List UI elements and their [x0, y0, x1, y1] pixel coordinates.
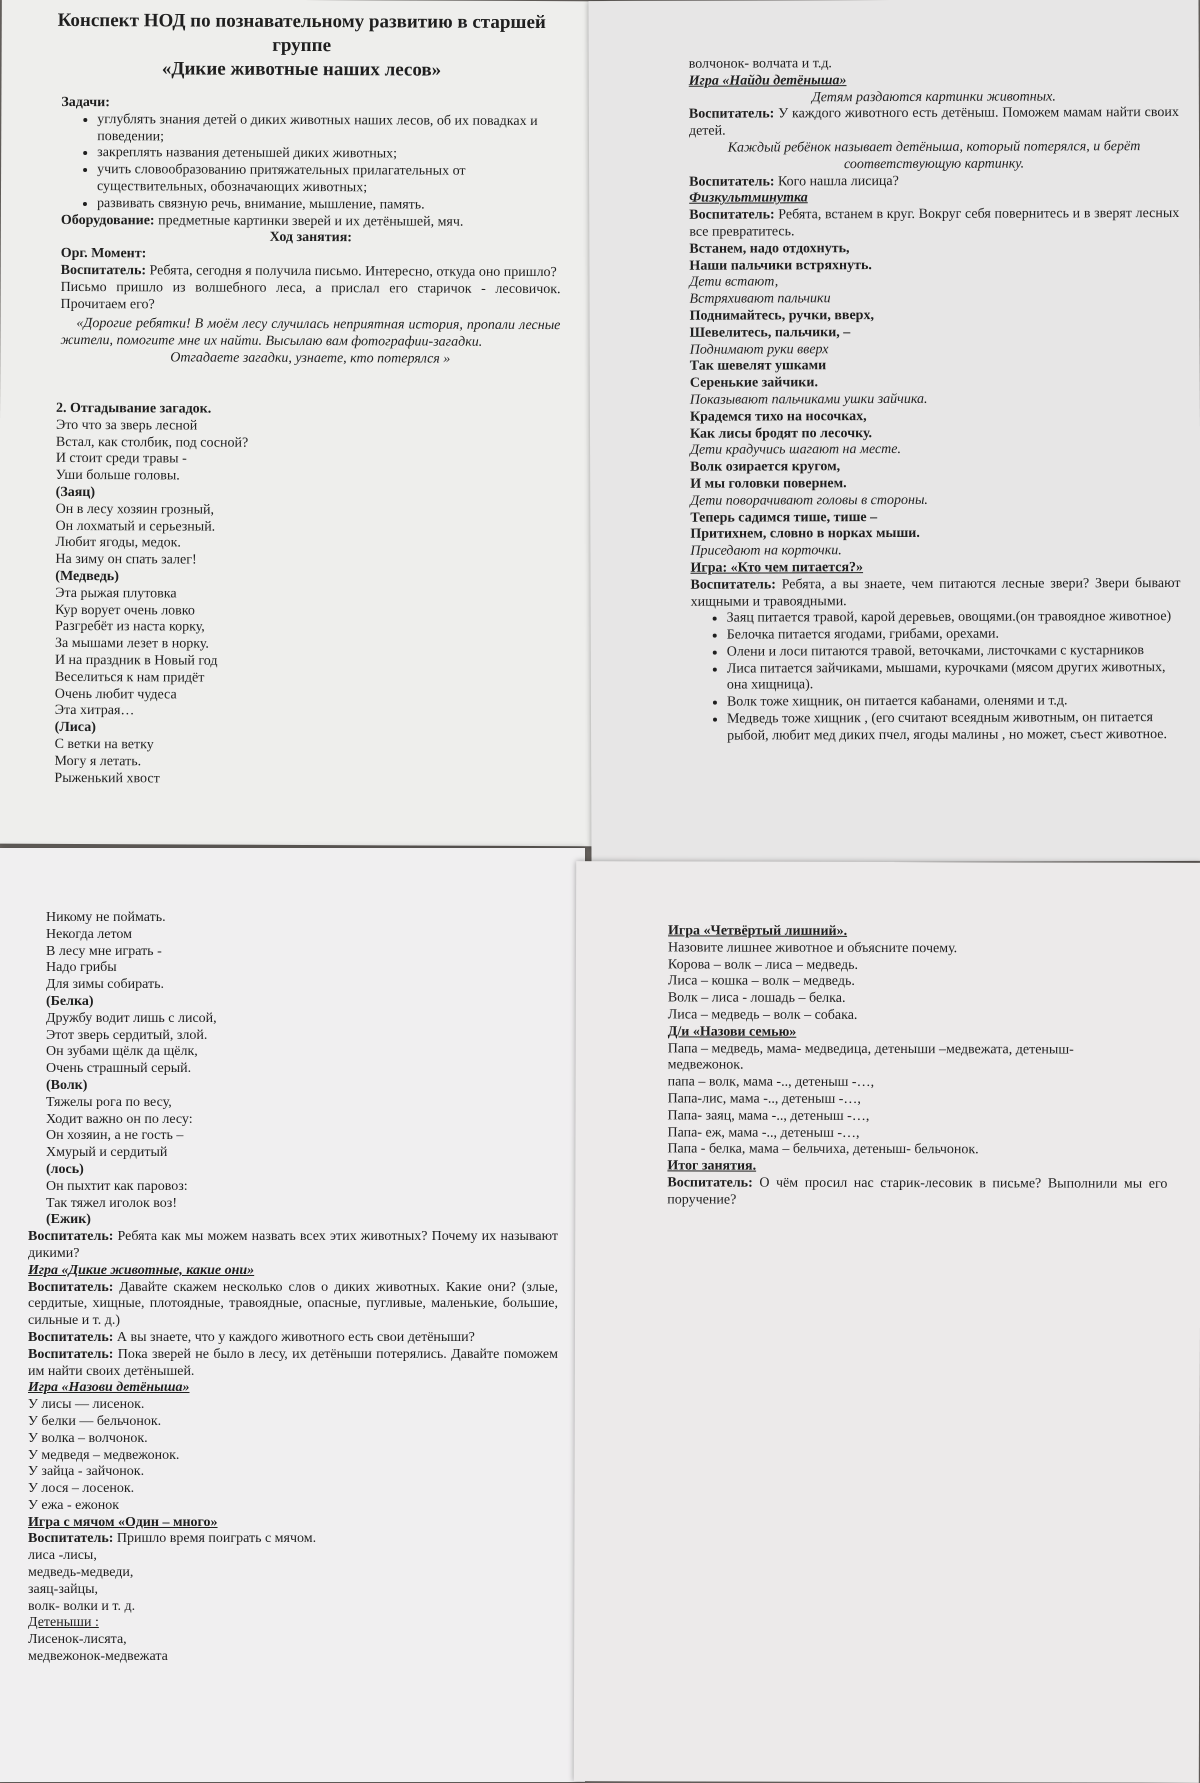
teacher-label: Воспитатель: — [688, 106, 775, 123]
summary-text-body: О чём просил нас старик-лесовик в письме? Выполнили мы его поручение? — [667, 1175, 1168, 1208]
riddle-answer: (Волк) — [46, 1077, 88, 1093]
tasks-list — [61, 112, 561, 215]
riddle-line: Так тяжел иголок воз! — [46, 1195, 177, 1211]
game-one-many-title: Игра с мячом «Один – много» — [28, 1514, 218, 1530]
game-who-eats-intro-text: Ребята, а вы знаете, чем питаются лесные звери? Звери бывают хищными и травоядными. — [690, 575, 1181, 610]
task-item: • углублять знания детей о диких животных наших лесов, об их повадках и поведении; — [97, 112, 561, 148]
riddles-continued — [28, 910, 558, 1229]
riddle-line: Хмурый и сердитый — [46, 1145, 168, 1161]
riddles-heading: 2. Отгадывание загадок. — [56, 400, 212, 417]
game-fourth-extra-title: Игра «Четвёртый лишний». — [668, 923, 848, 939]
food-item: • Заяц питается травой, карой деревьев, овощями.(он травоядное животное) — [727, 609, 1181, 627]
food-item: • Медведь тоже хищник , (его считают всеядным животным, он питается рыбой, любит мед диких пчел, ягоды малины , но может, съест животное. — [727, 710, 1181, 745]
game-wild-animals-text-body: Давайте скажем несколько слов о диких животных. Какие они? (злые, сердитые, хищные, плотоядные, травоядные, опасные, пугливые, маленькие, большие, сильные и т. д.) — [28, 1279, 558, 1329]
riddle-answer: (Медведь) — [55, 568, 119, 585]
riddle-line: В лесу мне играть - — [46, 943, 162, 959]
fizkult-line: Приседают на корточки. — [690, 543, 842, 559]
fizkult-line: Показывают пальчиками ушки зайчика. — [689, 391, 928, 408]
page-1-header — [41, 9, 561, 83]
young-heading: Детеныши : — [28, 1615, 99, 1631]
riddle-line: Очень страшный серый. — [46, 1061, 192, 1077]
family-line: Папа – медведь, мама- медведица, детеныши –медвежата, детеныш- — [667, 1041, 1074, 1058]
teacher-label: Воспитатель: — [60, 262, 147, 279]
teacher-question-2-text: А вы знаете, что у каждого животного есть свои детёныши? — [113, 1329, 475, 1345]
riddle-line: Веселиться к нам придёт — [54, 669, 205, 686]
teacher-label: Воспитатель: — [690, 577, 776, 593]
fizkult-line: Волк озирается кругом, — [690, 459, 841, 475]
young-line: У волка – волчонок. — [28, 1430, 148, 1446]
riddle-line: С ветки на ветку — [54, 736, 154, 753]
family-line: Папа- заяц, мама -.., детеныш -…, — [667, 1108, 870, 1124]
riddle-line: Он лохматый и серьезный. — [55, 518, 216, 535]
teacher-label: Воспитатель: — [28, 1229, 114, 1245]
summary-text — [667, 1175, 1167, 1210]
fizkult-line: И мы головки повернем. — [690, 476, 847, 492]
equipment-text: предметные картинки зверей и их детёнышей, мяч. — [154, 212, 464, 230]
young-plural-line: Лисенок-лисята, — [28, 1632, 127, 1648]
game-find-young-note-2: Каждый ребёнок называет детёныша, который потерялся, и берёт соответствующую картинку. — [727, 139, 1141, 172]
food-list — [691, 609, 1181, 745]
riddle-line: Очень любит чудеса — [54, 686, 177, 703]
young-line: У лося – лосенок. — [28, 1481, 135, 1497]
food-item: • Белочка питается ягодами, грибами, орехами. — [727, 626, 1181, 644]
teacher-intro-text: Ребята, сегодня я получила письмо. Интересно, откуда оно пришло? — [146, 263, 557, 281]
document-title-line-2: группе — [272, 34, 332, 57]
game-wild-animals-title: Игра «Дикие животные, какие они» — [28, 1262, 255, 1278]
riddle-line: Встал, как столбик, под сосной? — [55, 434, 249, 451]
fizkult-line: Дети поворачивают головы в стороны. — [690, 492, 928, 509]
game-find-young-text-body: У каждого животного есть детёныш. Поможем мамам найти своих детей. — [688, 105, 1179, 139]
game-find-young-question — [689, 173, 1179, 192]
young-line: У лисы — лисенок. — [28, 1397, 145, 1413]
plural-line: лиса -лисы, — [28, 1548, 97, 1564]
fizkult-title: Физкультминутка — [689, 190, 808, 207]
riddle-line: Он зубами щёлк да щёлк, — [46, 1044, 198, 1060]
game-wild-animals-text — [28, 1280, 558, 1330]
riddle-line: Любит ягоды, медок. — [55, 535, 181, 551]
fizkult-line: Крадемся тихо на носочках, — [689, 408, 867, 425]
teacher-question-2 — [28, 1330, 558, 1347]
riddle-answer: (лось) — [46, 1161, 84, 1177]
fizkult-line: Встанем, надо отдохнуть, — [689, 240, 850, 257]
riddle-line: Рыженький хвост — [54, 770, 160, 786]
riddle-answer: (Белка) — [46, 993, 94, 1009]
fizkult-intro-text: Ребята, встанем в круг. Вокруг себя повернитесь и в зверят лесных все превратитесь. — [689, 206, 1180, 240]
extra-line: Лиса – кошка – волк – медведь. — [667, 973, 855, 990]
document-page-4 — [574, 861, 1200, 1783]
riddle-line: Это что за зверь лесной — [55, 417, 198, 434]
riddle-line: На зиму он спать залег! — [55, 552, 197, 568]
game-find-young-note: Детям раздаются картинки животных. — [811, 89, 1056, 105]
game-who-eats-intro — [691, 576, 1181, 611]
riddle-line: Он пыхтит как паровоз: — [46, 1178, 188, 1194]
page-2-content — [689, 55, 1181, 745]
teacher-label: Воспитатель: — [28, 1329, 114, 1345]
equipment-label: Оборудование: — [60, 212, 155, 228]
letter-text: Письмо пришло из волшебного леса, а прислал его старичок - лесовичок. Прочитаем его? — [60, 279, 561, 312]
riddle-line: Он в лесу хозяин грозный, — [55, 501, 215, 518]
riddle-line: Разгребёт из наста корку, — [55, 619, 205, 635]
food-item: • Олени и лоси питаются травой, веточками, листочками с кустарников — [727, 643, 1181, 661]
fizkult-line: Шевелитесь, пальчики, – — [689, 324, 851, 341]
young-line: У зайца - зайчонок. — [28, 1464, 145, 1480]
task-item: • учить словообразованию притяжательных прилагательных от существительных, обозначающих животных; — [97, 162, 561, 198]
course-heading: Ход занятия: — [269, 230, 352, 246]
tasks-heading: Задачи: — [61, 94, 110, 111]
game-find-young-text — [689, 105, 1179, 140]
teacher-intro — [61, 263, 561, 282]
teacher-label: Воспитатель: — [28, 1346, 114, 1362]
task-item: • закреплять названия детенышей диких животных; — [97, 145, 561, 164]
riddle-answer: (Лиса) — [54, 720, 96, 736]
plural-line: медведь-медведи, — [28, 1565, 134, 1581]
family-line: Папа - белка, мама – бельчиха, детеныш- бельчонок. — [667, 1141, 979, 1158]
riddle-line: Эта рыжая плутовка — [55, 585, 177, 602]
teacher-question-1-text: Ребята как мы можем назвать всех этих животных? Почему их называют дикими? — [28, 1229, 558, 1261]
fizkult-line: Поднимайтесь, ручки, вверх, — [689, 308, 874, 324]
document-title-line-3: «Дикие животные наших лесов» — [161, 58, 442, 81]
fizkult-line: Встряхивают пальчики — [689, 291, 831, 307]
tasks-section — [60, 95, 561, 369]
riddle-line: Могу я летать. — [54, 753, 142, 770]
teacher-question-1 — [28, 1229, 558, 1263]
riddle-line: Для зимы собирать. — [46, 977, 164, 993]
task-item: • развивать связную речь, внимание, мышление, память. — [97, 196, 561, 215]
game-name-young-title: Игра «Назови детёныша» — [28, 1380, 190, 1396]
plural-line: заяц-зайцы, — [28, 1581, 98, 1597]
teacher-question-3-text: Пока зверей не было в лесу, их детёныши потерялись. Давайте поможем им найти своих детёнышей. — [28, 1346, 558, 1379]
teacher-label: Воспитатель: — [28, 1279, 114, 1295]
fizkult-intro — [689, 206, 1179, 241]
food-item: • Лиса питается зайчиками, мышами, курочками (мясом других животных, она хищница). — [727, 660, 1181, 695]
document-title-line-1: Конспект НОД по познавательному развитию в старшей — [57, 9, 546, 34]
game-who-eats-title: Игра: «Кто чем питается?» — [690, 560, 864, 576]
riddle-line: Некогда летом — [46, 926, 133, 942]
fizkult-line: Так шевелят ушками — [689, 358, 827, 375]
riddle-line: Надо грибы — [46, 960, 117, 976]
fizkult-line: Поднимают руки вверх — [689, 341, 829, 358]
family-line: Папа- еж, мама -.., детеныш -…, — [667, 1124, 860, 1141]
riddle-line: Этот зверь сердитый, злой. — [46, 1027, 208, 1043]
fizkult-line: Как лисы бродят по лесочку. — [689, 425, 873, 442]
page-2-top-line: волчонок- волчата и т.д. — [688, 56, 832, 72]
letter-quote-end: Отгадаете загадки, узнаете, кто потерялся » — [170, 350, 451, 367]
teacher-label: Воспитатель: — [28, 1531, 114, 1547]
fizkult-line: Теперь садимся тише, тише – — [690, 509, 878, 526]
page-3-content — [28, 910, 558, 1666]
riddle-line: Ходит важно он по лесу: — [46, 1111, 193, 1127]
riddle-line: И на праздник в Новый год — [54, 652, 218, 669]
fizkult-line: Серенькие зайчики. — [689, 375, 818, 391]
extra-line: Лиса – медведь – волк – собака. — [667, 1007, 858, 1023]
fizkult-line: Дети крадучись шагают на месте. — [690, 442, 902, 459]
letter-quote: «Дорогие ребятки! В моём лесу случилась неприятная история, пропали лесные жители, помогите мне их найти. Высылаю вам фотографии-загадки. — [60, 316, 561, 350]
game-one-many-text — [28, 1531, 558, 1548]
page-4-content — [667, 923, 1168, 1210]
young-plural-line: медвежонок-медвежата — [28, 1649, 168, 1665]
riddle-line: Никому не поймать. — [46, 910, 166, 925]
document-page-2 — [588, 0, 1200, 863]
teacher-label: Воспитатель: — [667, 1175, 753, 1191]
document-page-3 — [0, 848, 585, 1782]
riddle-answer: (Заяц) — [55, 484, 96, 501]
summary-title: Итог занятия. — [667, 1158, 757, 1174]
plural-line: волк- волки и т. д. — [28, 1598, 136, 1614]
extra-line: Корова – волк – лиса – медведь. — [667, 957, 859, 973]
riddle-line: Дружбу водит лишь с лисой, — [46, 1010, 217, 1026]
family-line: медвежонок. — [667, 1057, 744, 1073]
teacher-label: Воспитатель: — [689, 173, 775, 190]
game-one-many-text-body: Пришло время поиграть с мячом. — [113, 1531, 317, 1547]
food-item: • Волк тоже хищник, он питается кабанами, оленями и т.д. — [727, 693, 1181, 711]
teacher-question-3 — [28, 1347, 558, 1381]
game-fourth-extra-text: Назовите лишнее животное и объясните почему. — [667, 940, 958, 956]
game-find-young-question-text: Кого нашла лисица? — [774, 173, 899, 189]
fizkult-line: Притихнем, словно в норках мыши. — [690, 526, 920, 543]
riddle-line: Тяжелы рога по весу, — [46, 1094, 172, 1110]
family-line: папа – волк, мама -.., детеныш -…, — [667, 1074, 875, 1091]
riddle-answer: (Ежик) — [46, 1212, 91, 1228]
teacher-label: Воспитатель: — [689, 207, 775, 223]
game-name-family-title: Д/и «Назови семью» — [667, 1024, 797, 1040]
young-line: У ежа - ежонок — [28, 1497, 120, 1513]
young-line: У белки — бельчонок. — [28, 1413, 162, 1429]
org-moment-heading: Орг. Момент: — [60, 246, 147, 262]
equipment-line — [61, 213, 561, 232]
extra-line: Волк – лиса - лошадь – белка. — [667, 990, 846, 1007]
riddle-line: Эта хитрая… — [54, 703, 135, 719]
riddle-line: Кур ворует очень ловко — [55, 602, 195, 619]
game-find-young-title: Игра «Найди детёныша» — [688, 72, 847, 89]
riddle-line: За мышами лезет в норку. — [55, 636, 209, 652]
riddle-line: Уши больше головы. — [55, 468, 180, 484]
riddle-line: Он хозяин, а не гость – — [46, 1128, 184, 1144]
fizkult-line: Дети встают, — [689, 274, 779, 291]
young-line: У медведя – медвежонок. — [28, 1447, 180, 1463]
family-line: Папа-лис, мама -.., детеныш -…, — [667, 1091, 861, 1107]
riddles-section — [54, 401, 476, 789]
document-page-1 — [0, 0, 607, 846]
riddle-line: И стоит среди травы - — [55, 451, 187, 467]
fizkult-line: Наши пальчики встряхнуть. — [689, 257, 872, 274]
